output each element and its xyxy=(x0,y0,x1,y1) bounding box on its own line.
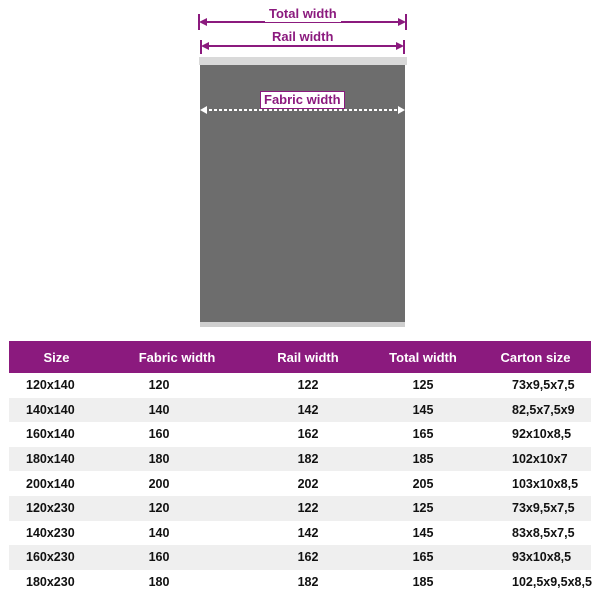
cell-carton-size: 93x10x8,5 xyxy=(512,550,572,565)
cell-size: 180x140 xyxy=(26,452,75,467)
cell-fabric-width: 180 xyxy=(148,452,170,467)
rail-width-label: Rail width xyxy=(268,29,337,45)
cell-rail-width: 142 xyxy=(297,402,319,417)
cell-rail-width: 202 xyxy=(297,476,319,491)
cell-total-width: 145 xyxy=(412,525,434,540)
size-table xyxy=(9,341,591,594)
total-width-label: Total width xyxy=(265,6,341,22)
table-header-row xyxy=(9,341,591,373)
cell-carton-size: 92x10x8,5 xyxy=(512,427,572,442)
bottom-bar xyxy=(200,322,405,327)
cell-rail-width: 162 xyxy=(297,427,319,442)
cell-fabric-width: 140 xyxy=(148,525,170,540)
cell-carton-size: 103x10x8,5 xyxy=(512,476,579,491)
table-row xyxy=(9,447,591,472)
cell-total-width: 205 xyxy=(412,476,434,491)
cell-size: 140x230 xyxy=(26,525,75,540)
table-row xyxy=(9,373,591,398)
rail xyxy=(199,57,407,65)
cell-total-width: 165 xyxy=(412,427,434,442)
table-row xyxy=(9,496,591,521)
table-row xyxy=(9,545,591,570)
cell-fabric-width: 120 xyxy=(148,378,170,393)
cell-total-width: 185 xyxy=(412,452,434,467)
header-rail-width: Rail width xyxy=(277,349,339,365)
cell-size: 200x140 xyxy=(26,476,75,491)
cell-total-width: 185 xyxy=(412,575,434,590)
cell-total-width: 125 xyxy=(412,501,434,516)
header-size: Size xyxy=(43,349,70,365)
cell-rail-width: 162 xyxy=(297,550,319,565)
cell-rail-width: 142 xyxy=(297,525,319,540)
cell-size: 140x140 xyxy=(26,402,75,417)
cell-fabric-width: 160 xyxy=(148,550,170,565)
header-fabric-width: Fabric width xyxy=(138,349,216,365)
fabric-width-label: Fabric width xyxy=(260,91,345,109)
cell-size: 120x230 xyxy=(26,501,75,516)
cell-total-width: 125 xyxy=(412,378,434,393)
table-row xyxy=(9,570,591,595)
cell-fabric-width: 200 xyxy=(148,476,170,491)
cell-fabric-width: 180 xyxy=(148,575,170,590)
table-row xyxy=(9,422,591,447)
table-row xyxy=(9,398,591,423)
cell-rail-width: 122 xyxy=(297,501,319,516)
cell-fabric-width: 140 xyxy=(148,402,170,417)
cell-total-width: 145 xyxy=(412,402,434,417)
cell-carton-size: 102,5x9,5x8,5 xyxy=(512,575,592,590)
cell-fabric-width: 160 xyxy=(148,427,170,442)
header-total-width: Total width xyxy=(389,349,457,365)
table-row xyxy=(9,521,591,546)
cell-rail-width: 182 xyxy=(297,575,319,590)
header-carton-size: Carton size xyxy=(500,349,571,365)
cell-rail-width: 182 xyxy=(297,452,319,467)
cell-carton-size: 82,5x7,5x9 xyxy=(512,402,575,417)
cell-size: 180x230 xyxy=(26,575,75,590)
cell-carton-size: 73x9,5x7,5 xyxy=(512,501,575,516)
cell-carton-size: 83x8,5x7,5 xyxy=(512,525,575,540)
cell-size: 160x230 xyxy=(26,550,75,565)
cell-fabric-width: 120 xyxy=(148,501,170,516)
cell-size: 120x140 xyxy=(26,378,75,393)
cell-rail-width: 122 xyxy=(297,378,319,393)
cell-size: 160x140 xyxy=(26,427,75,442)
cell-total-width: 165 xyxy=(412,550,434,565)
table-row xyxy=(9,471,591,496)
cell-carton-size: 102x10x7 xyxy=(512,452,568,467)
cell-carton-size: 73x9,5x7,5 xyxy=(512,378,575,393)
